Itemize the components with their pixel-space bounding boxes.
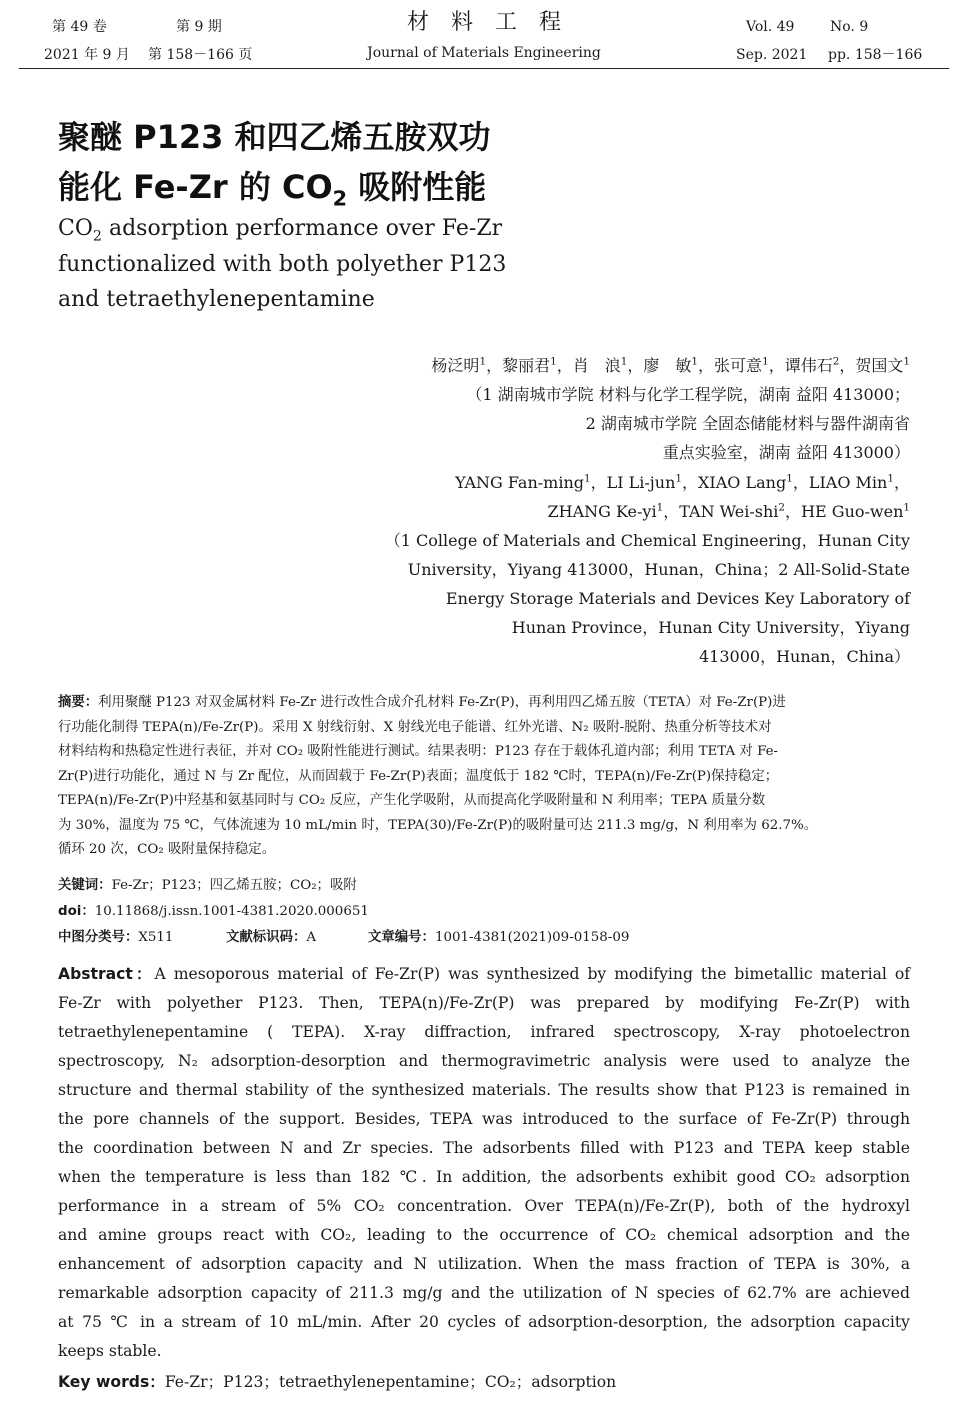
abstract-en-line: the pore channels of the support. Besides, TEPA was introduced to the surface of Fe-Zr(P) through [58, 1110, 910, 1128]
author-affiliation-marker: 1 [550, 355, 557, 368]
abstract-cn-line: 摘要：利用聚醚 P123 对双金属材料 Fe-Zr 进行改性合成介孔材料 Fe-Zr(P)，再利用四乙烯五胺（TETA）对 Fe-Zr(P)进 [58, 695, 786, 710]
abstract-en-line: and amine groups react with CO₂, leading to the occurrence of CO₂ chemical adsorption and the [58, 1226, 910, 1244]
author-affiliation-marker: 1 [656, 501, 664, 514]
abstract-cn-line: TEPA(n)/Fe-Zr(P)中羟基和氨基同时与 CO₂ 反应，产生化学吸附，从而提高化学吸附量和 N 利用率；TEPA 质量分数 [58, 793, 766, 808]
author-name: 贺国文 [855, 356, 904, 375]
abstract-en-line: keeps stable. [58, 1342, 162, 1360]
doi: doi：10.11868/j.issn.1001-4381.2020.000651 [58, 904, 369, 919]
abstract-cn-line: 行功能化制得 TEPA(n)/Fe-Zr(P)。采用 X 射线衍射、X 射线光电子能谱、红外光谱、N₂ 吸附-脱附、热重分析等技术对 [58, 719, 772, 735]
abstract-en-line: tetraethylenepentamine ( TEPA). X-ray diffraction, infrared spectroscopy, X-ray photoelectron [58, 1023, 910, 1041]
author-name: 谭伟石 [784, 356, 833, 375]
affiliation-en-line1: （1 College of Materials and Chemical Engineering，Hunan City [384, 531, 910, 550]
clc-number: 中图分类号：X511 [58, 930, 174, 945]
affiliation-cn-line1: （1 湖南城市学院 材料与化学工程学院，湖南 益阳 413000； [466, 385, 910, 404]
abstract-en-line: structure and thermal stability of the synthesized materials. The results show that P123 is remained in [58, 1081, 910, 1099]
header-issue-en: No. 9 [830, 19, 869, 35]
author-name: 肖 浪 [572, 356, 621, 375]
abstract-en-line: Abstract：A mesoporous material of Fe-Zr(P) was synthesized by modifying the bimetallic material of [58, 965, 910, 983]
title-en-line3: and tetraethylenepentamine [58, 287, 375, 312]
author-name: ZHANG Ke-yi [547, 502, 657, 521]
journal-title-en: Journal of Materials Engineering [367, 45, 601, 61]
header-pages-en: pp. 158－166 [828, 47, 923, 63]
author-name: XIAO Lang [698, 473, 787, 492]
abstract-en-line: when the temperature is less than 182 ℃. In addition, the adsorbents exhibit good CO₂ adsorption [58, 1168, 910, 1186]
affiliation-en-line5: 413000，Hunan，China） [699, 647, 910, 666]
author-separator: ， [792, 473, 809, 492]
affiliation-cn-line2: 2 湖南城市学院 全固态储能材料与器件湖南省 [585, 414, 910, 433]
abstract-en-line: spectroscopy, N₂ adsorption-desorption and thermogravimetric analysis were used to analyze the [58, 1052, 910, 1070]
author-name: TAN Wei-shi [679, 502, 779, 521]
abstract-en-line: at 75 ℃ in a stream of 10 mL/min. After 20 cycles of adsorption-desorption, the adsorption capacity [58, 1313, 910, 1331]
author-affiliation-marker: 1 [691, 355, 699, 368]
article-number: 文章编号：1001-4381(2021)09-0158-09 [368, 930, 630, 945]
abstract-cn-line: 循环 20 次，CO₂ 吸附量保持稳定。 [58, 842, 276, 857]
abstract-en [58, 960, 910, 1366]
title-cn-line2: 能化 Fe-Zr 的 $CO_2$ 吸附性能 [58, 168, 487, 211]
authors-en-line1 [455, 468, 910, 497]
authors-en-line2 [548, 497, 910, 526]
abstract-cn-line: 材料结构和热稳定性进行表征，并对 CO₂ 吸附性能进行测试。结果表明：P123 存在于载体孔道内部；利用 TETA 对 Fe- [58, 744, 779, 759]
abstract-en-line: performance in a stream of 5% CO₂ concentration. Over TEPA(n)/Fe-Zr(P), both of the hydroxyl [58, 1197, 910, 1215]
author-separator: ， [698, 356, 715, 375]
author-separator: ， [627, 356, 644, 375]
abstract-cn-line: 为 30%，温度为 75 ℃，气体流速为 10 mL/min 时，TEPA(30)/Fe-Zr(P)的吸附量可达 211.3 mg/g，N 利用率为 62.7%。 [58, 817, 818, 833]
header-date-cn: 2021 年 9 月 [44, 47, 130, 63]
title-en-line1: $CO_2$ adsorption performance over Fe-Zr [58, 216, 503, 245]
author-separator: ， [682, 473, 699, 492]
author-separator: ， [556, 356, 573, 375]
author-separator: ， [486, 356, 503, 375]
author-affiliation-marker: 2 [778, 501, 786, 514]
author-affiliation-marker: 1 [583, 472, 591, 485]
affiliation-cn-line3: 重点实验室，湖南 益阳 413000） [662, 443, 910, 462]
author-affiliation-marker: 1 [675, 472, 682, 485]
author-affiliation-marker: 1 [903, 501, 910, 514]
header-volume-en: Vol. 49 [746, 19, 795, 35]
title-cn-line1: 聚醚 P123 和四乙烯五胺双功 [58, 118, 491, 156]
header-rule [19, 68, 949, 69]
header-issue-cn: 第 9 期 [176, 19, 222, 35]
journal-title-cn: 材料工程 [406, 10, 583, 35]
affiliation-en-line4: Hunan Province，Hunan City University，Yiyang [511, 618, 910, 637]
author-affiliation-marker: 1 [786, 472, 793, 485]
abstract-en-line: the coordination between N and Zr species. The adsorbents filled with P123 and TEPA keep stable [58, 1139, 910, 1157]
keywords-cn: 关键词：Fe-Zr；P123；四乙烯五胺；CO₂；吸附 [58, 878, 357, 893]
keywords-en: Key words：Fe-Zr；P123；tetraethylenepentamine；CO₂；adsorption [58, 1373, 617, 1391]
author-name: YANG Fan-ming [455, 473, 584, 492]
author-name: HE Guo-wen [801, 502, 904, 521]
abstract-cn-line: Zr(P)进行功能化，通过 N 与 Zr 配位，从而固载于 Fe-Zr(P)表面；温度低于 182 ℃时，TEPA(n)/Fe-Zr(P)保持稳定； [58, 768, 779, 784]
author-separator: ， [839, 356, 856, 375]
author-affiliation-marker: 1 [762, 355, 769, 368]
header-volume-cn: 第 49 卷 [52, 19, 107, 35]
author-separator: ， [785, 502, 802, 521]
author-separator: ， [590, 473, 607, 492]
authors-cn [431, 351, 910, 380]
affiliation-en-line2: University，Yiyang 413000，Hunan，China；2 All-Solid-State [407, 560, 910, 579]
affiliation-en-line3: Energy Storage Materials and Devices Key Laboratory of [445, 589, 910, 608]
author-name: 廖 敏 [643, 356, 692, 375]
author-name: 杨泛明 [431, 356, 480, 375]
author-affiliation-marker: 2 [832, 355, 840, 368]
author-separator: ， [768, 356, 785, 375]
abstract-en-line: Fe-Zr with polyether P123. Then, TEPA(n)/Fe-Zr(P) was prepared by modifying Fe-Zr(P) with [58, 994, 910, 1012]
author-separator: ， [893, 473, 910, 492]
author-affiliation-marker: 1 [479, 355, 487, 368]
author-name: 黎丽君 [502, 356, 551, 375]
abstract-cn [58, 691, 910, 863]
author-name: LIAO Min [808, 473, 888, 492]
author-separator: ， [663, 502, 680, 521]
author-name: 张可意 [714, 356, 763, 375]
author-affiliation-marker: 1 [887, 472, 894, 485]
author-affiliation-marker: 1 [620, 355, 628, 368]
title-en-line2: functionalized with both polyether P123 [58, 252, 507, 277]
abstract-en-line: enhancement of adsorption capacity and N utilization. When the mass fraction of TEPA is 30%, a [58, 1255, 910, 1273]
author-name: LI Li-jun [606, 473, 676, 492]
abstract-en-line: remarkable adsorption capacity of 211.3 mg/g and the utilization of N species of 62.7% are achieved [58, 1284, 910, 1302]
header-date-en: Sep. 2021 [736, 47, 808, 63]
header-pages-cn: 第 158－166 页 [148, 47, 253, 63]
author-affiliation-marker: 1 [903, 355, 910, 368]
document-code: 文献标识码：A [226, 930, 317, 945]
